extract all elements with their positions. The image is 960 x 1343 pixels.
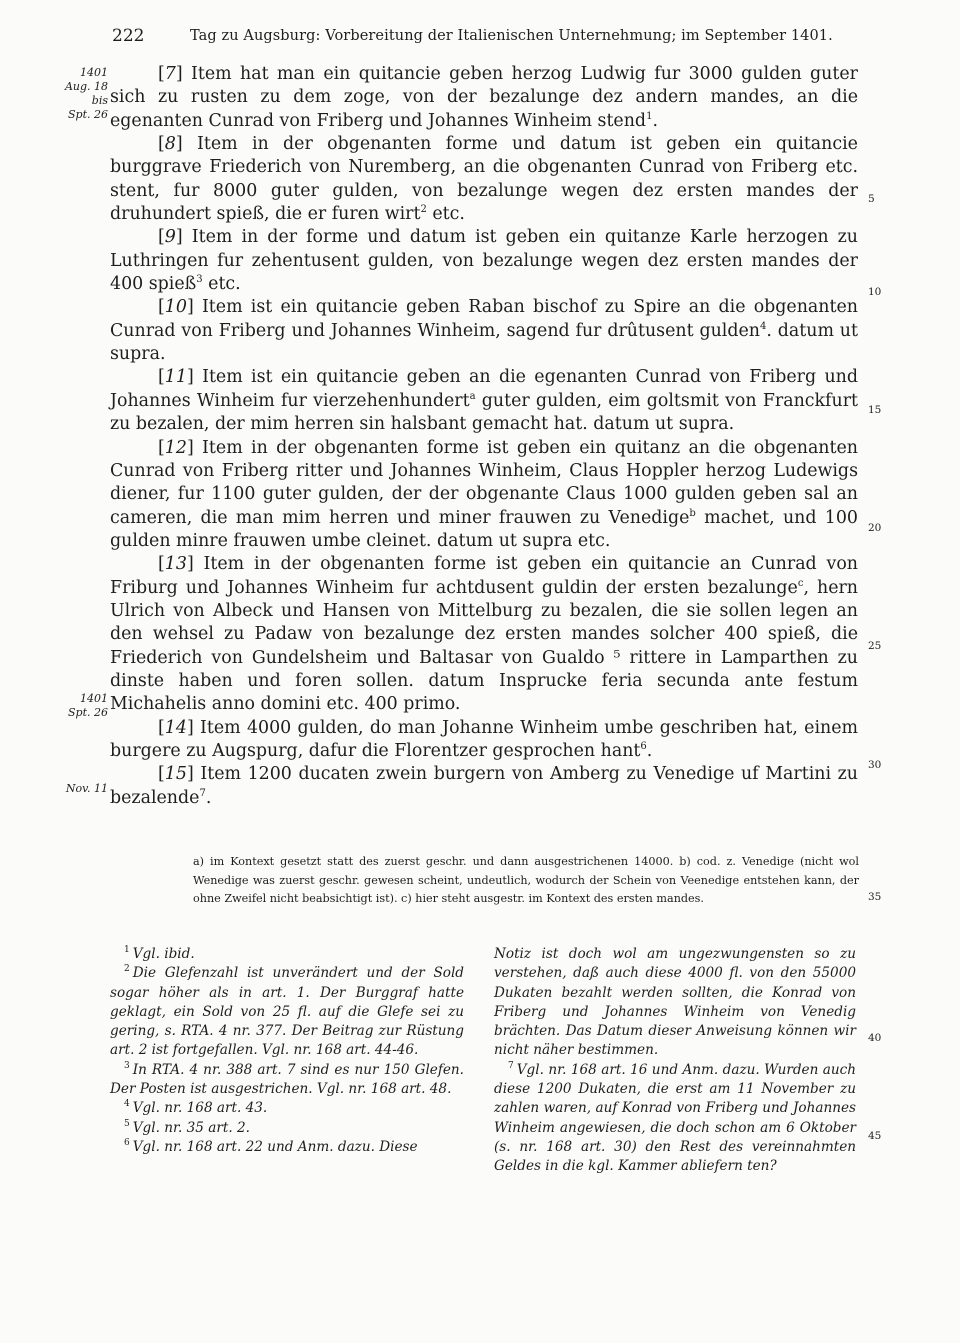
footnote-text: In RTA. 4 nr. 388 art. 7 sind es nur 150 Glefen. Der Posten ist ausgestrichen. Vgl. nr. 168 art. 48. — [110, 1061, 464, 1098]
footnote-ref: 7 — [199, 787, 206, 799]
footnote-text: Vgl. nr. 168 art. 16 und Anm. dazu. Wurden auch diese 1200 Dukaten, die erst am 11 November zu zahlen waren, auf Konrad von Friberg und Johannes Winheim angewiesen, die doch schon am 6 Oktober (s. nr. 168 art. 30) den Rest des vereinnahmten Geldes in die kgl. Kammer abliefern ten? — [494, 1061, 856, 1175]
footnote-mark: 5 — [124, 1118, 130, 1129]
footnotes-column-right — [494, 945, 856, 1177]
item-number: 13 — [164, 554, 187, 575]
item-number: 12 — [164, 437, 187, 458]
line-number: 40 — [868, 1032, 882, 1044]
paragraph-13: [13] Item in der obgenanten forme ist geben ein quitancie an Cunrad von Friburg und Johannes Winheim fur achtdusent guldin der ersten bezalunge$^c$, hern Ulrich von Albeck und Hansen von Mittelburg zu bezalen, die sie sollen legen an den wehsel zu Padaw von bezalunge dez ersten mandes solcher 400 spieß, die Friederich von Gundelsheim und Baltasar von Gualdo ⁵ rittere in Lamparthen zu dinste haben und foren sollen. datum Insprucke feria secunda ante festum Michahelis anno domini etc. 400 primo. — [110, 554, 858, 715]
margin-date-range: 1401 Aug. 18 bis Spt. 26 — [64, 66, 108, 121]
footnote-continuation — [494, 945, 856, 1061]
running-title: Tag zu Augsburg: Vorbereitung der Italienischen Unternehmung; im September 1401. — [190, 28, 833, 44]
paragraph-12: [12] Item in der obgenanten forme ist geben ein quitanz an die obgenanten Cunrad von Friberg ritter und Johannes Winheim, Claus Hoppler herzog Ludewigs diener, fur 1100 guter gulden, der der obgenante Claus 1000 gulden geben sal an cameren, die man mim herren und miner frauwen zu Venedige$^b$ machet, und 100 gulden minre frauwen umbe cleinet. datum ut supra etc. — [110, 437, 858, 551]
paragraph-text: Item 1200 ducaten zwein burgern von Amberg zu Venedige uf Martini zu bezalende — [110, 764, 858, 808]
footnote-text: Vgl. nr. 168 art. 43. — [132, 1100, 268, 1117]
footnote-ref: c — [797, 577, 804, 589]
footnote-ref: 6 — [640, 740, 647, 752]
line-number: 45 — [868, 1130, 882, 1142]
line-number: 30 — [868, 759, 882, 771]
footnote — [110, 1119, 464, 1138]
footnote-ref: b — [689, 507, 696, 519]
item-number: 10 — [164, 297, 187, 318]
paragraph-10: [10] Item ist ein quitancie geben Raban bischof zu Spire an die obgenanten Cunrad von Friberg und Johannes Winheim, sagend fur drûtusent gulden$^4$. datum ut supra. — [110, 297, 858, 365]
paragraph-tail: . — [646, 740, 653, 761]
item-number: 8 — [164, 134, 176, 155]
paragraph-text: Item 4000 gulden, do man Johanne Winheim umbe geschriben hat, einem burgere zu Augspurg, dafur die Florentzer gesprochen hant — [110, 717, 858, 761]
paragraph-tail: etc. — [202, 274, 241, 295]
item-number: 9 — [164, 227, 176, 248]
footnote — [110, 1138, 464, 1157]
line-number: 5 — [868, 193, 875, 205]
paragraph-tail: . — [205, 787, 212, 808]
page-number: 222 — [112, 26, 145, 46]
margin-date-nov11: Nov. 11 — [65, 782, 108, 795]
footnote-ref: 2 — [420, 204, 427, 216]
critical-apparatus — [193, 853, 859, 909]
paragraph-tail: . — [652, 110, 658, 131]
footnote — [494, 1061, 856, 1177]
paragraph-text: Item ist ein quitancie geben an die egenanten Cunrad von Friberg und Johannes Winheim fur vierzehenhundert — [110, 367, 858, 411]
edition-text — [110, 63, 858, 810]
paragraph-tail: etc. — [426, 204, 465, 225]
footnotes-column-left — [110, 945, 464, 1157]
apparatus-text: a) im Kontext gesetzt statt des zuerst geschr. und dann ausgestrichenen 14000. b) cod. z. Venedige (nicht wol Wenedige was zuerst geschr. gewesen scheint, undeutlich, wodurch der Schein von Veenedige entstehen kann, der ohne Zweifel nicht beabsichtigt ist). c) hier steht ausgestr. im Kontext des ersten mandes. — [193, 855, 859, 905]
footnote-mark: 3 — [124, 1060, 130, 1071]
footnote-ref: a — [469, 390, 476, 402]
footnote-mark: 2 — [124, 964, 130, 975]
footnote-text: Vgl. nr. 168 art. 22 und Anm. dazu. Diese — [132, 1138, 418, 1155]
paragraph-text: Item hat man ein quitancie geben herzog Ludwig fur 3000 gulden guter sich zu rusten zu dem zoge, von der bezalunge dez andern mandes, an die egenanten Cunrad von Friberg und Johannes Winheim stend — [110, 64, 858, 131]
footnote-text: Vgl. nr. 35 art. 2. — [132, 1119, 250, 1136]
footnote-mark: 7 — [508, 1060, 514, 1071]
paragraph-tail: machet, und 100 gulden minre frauwen umbe cleinet. datum ut supra etc. — [110, 507, 858, 551]
paragraph-tail: guter gulden, eim goltsmit von Franckfurt zu bezalen, der mim herren sin halsbant gemacht hat. datum ut supra. — [110, 390, 858, 435]
paragraph-text: Item in der obgenanten forme ist geben ein quitancie an Cunrad von Friburg und Johannes Winheim fur achtdusent guldin der ersten bezalunge — [110, 554, 858, 598]
footnote — [110, 1099, 464, 1118]
line-number: 35 — [868, 891, 882, 903]
line-number: 20 — [868, 522, 882, 534]
item-number: 14 — [164, 717, 187, 738]
footnote-ref: 1 — [646, 110, 653, 122]
line-number: 15 — [868, 404, 882, 416]
footnote — [110, 1061, 464, 1100]
footnote-text: Die Glefenzahl ist unverändert und der Sold sogar höher als in art. 1. Der Burggraf hatte geklagt, ein Sold von 25 fl. auf die Glefe sei zu gering, s. RTA. 4 nr. 377. Der Beitrag zur Rüstung art. 2 ist fortgefallen. Vgl. nr. 168 art. 44-46. — [110, 965, 464, 1059]
footnote-ref: 4 — [759, 320, 767, 332]
footnote — [110, 964, 464, 1060]
paragraph-tail: , hern Ulrich von Albeck und Hansen von Mittelburg zu bezalen, die sie sollen legen an den wehsel zu Padaw von bezalunge dez ersten mandes solcher 400 spieß, die Friederich von Gundelsheim und Baltasar von Gualdo ⁵ rittere in Lamparthen zu dinste haben und foren sollen. datum Insprucke feria secunda ante festum Michahelis anno domini etc. 400 primo. — [110, 577, 858, 715]
paragraph-text: Item ist ein quitancie geben Raban bischof zu Spire an die obgenanten Cunrad von Friberg und Johannes Winheim, sagend fur drûtusent gulden — [110, 297, 858, 341]
item-number: 15 — [164, 764, 187, 785]
footnote-mark: 6 — [124, 1137, 130, 1148]
item-number: 11 — [164, 367, 187, 388]
paragraph-7: [7] Item hat man ein quitancie geben herzog Ludwig fur 3000 gulden guter sich zu rusten zu dem zoge, von der bezalunge dez andern mandes, an die egenanten Cunrad von Friberg und Johannes Winheim stend$^1$. — [110, 64, 858, 131]
footnote-text: Vgl. ibid. — [132, 946, 195, 962]
paragraph-11: [11] Item ist ein quitancie geben an die egenanten Cunrad von Friberg und Johannes Winheim fur vierzehenhundert$^a$ guter gulden, eim goltsmit von Franckfurt zu bezalen, der mim herren sin halsbant gemacht hat. datum ut supra. — [110, 367, 858, 435]
paragraph-8: [8] Item in der obgenanten forme und datum ist geben ein quitancie burggrave Friederich von Nuremberg, an die obgenanten Cunrad von Friberg etc. stent, fur 8000 guter gulden, von bezalunge wegen dez ersten mandes der druhundert spieß, die er furen wirt$^2$ etc. — [110, 134, 858, 225]
item-number: 7 — [164, 64, 176, 84]
margin-date-spt26: 1401 Spt. 26 — [68, 692, 108, 719]
footnote-text: Notiz ist doch wol am ungezwungensten so zu verstehen, daß auch diese 4000 fl. von den 55000 Dukaten bezahlt werden sollten, die Konrad von Friberg und Johannes Winheim von Venedig brächten. Das Datum dieser Anweisung können wir nicht näher bestimmen. — [494, 946, 856, 1059]
footnote-mark: 4 — [124, 1099, 130, 1110]
paragraph-14: [14] Item 4000 gulden, do man Johanne Winheim umbe geschriben hat, einem burgere zu Augspurg, dafur die Florentzer gesprochen hant$^6$. — [110, 717, 858, 761]
paragraph-text: Item in der obgenanten forme und datum ist geben ein quitancie burggrave Friederich von Nuremberg, an die obgenanten Cunrad von Friberg etc. stent, fur 8000 guter gulden, von bezalunge wegen dez ersten mandes der druhundert spieß, die er furen wirt — [110, 134, 858, 225]
paragraph-9: [9] Item in der forme und datum ist geben ein quitanze Karle herzogen zu Luthringen fur zehentusent gulden, von bezalunge wegen dez ersten mandes der 400 spieß$^3$ etc. — [110, 227, 858, 295]
footnote-ref: 3 — [196, 274, 203, 286]
footnote — [110, 945, 464, 964]
line-number: 25 — [868, 640, 882, 652]
paragraph-tail: . datum ut supra. — [110, 320, 858, 365]
page-header — [112, 26, 860, 50]
footnote-mark: 1 — [124, 945, 130, 955]
paragraph-text: Item in der obgenanten forme ist geben ein quitanz an die obgenanten Cunrad von Friberg ritter und Johannes Winheim, Claus Hoppler herzog Ludewigs diener, fur 1100 guter gulden, der der obgenante Claus 1000 gulden geben sal an cameren, die man mim herren und miner frauwen zu Venedige — [110, 437, 858, 528]
line-number: 10 — [868, 286, 882, 298]
paragraph-text: Item in der forme und datum ist geben ein quitanze Karle herzogen zu Luthringen fur zehentusent gulden, von bezalunge wegen dez ersten mandes der 400 spieß — [110, 227, 858, 295]
paragraph-15: [15] Item 1200 ducaten zwein burgern von Amberg zu Venedige uf Martini zu bezalende$^7$. — [110, 764, 858, 808]
